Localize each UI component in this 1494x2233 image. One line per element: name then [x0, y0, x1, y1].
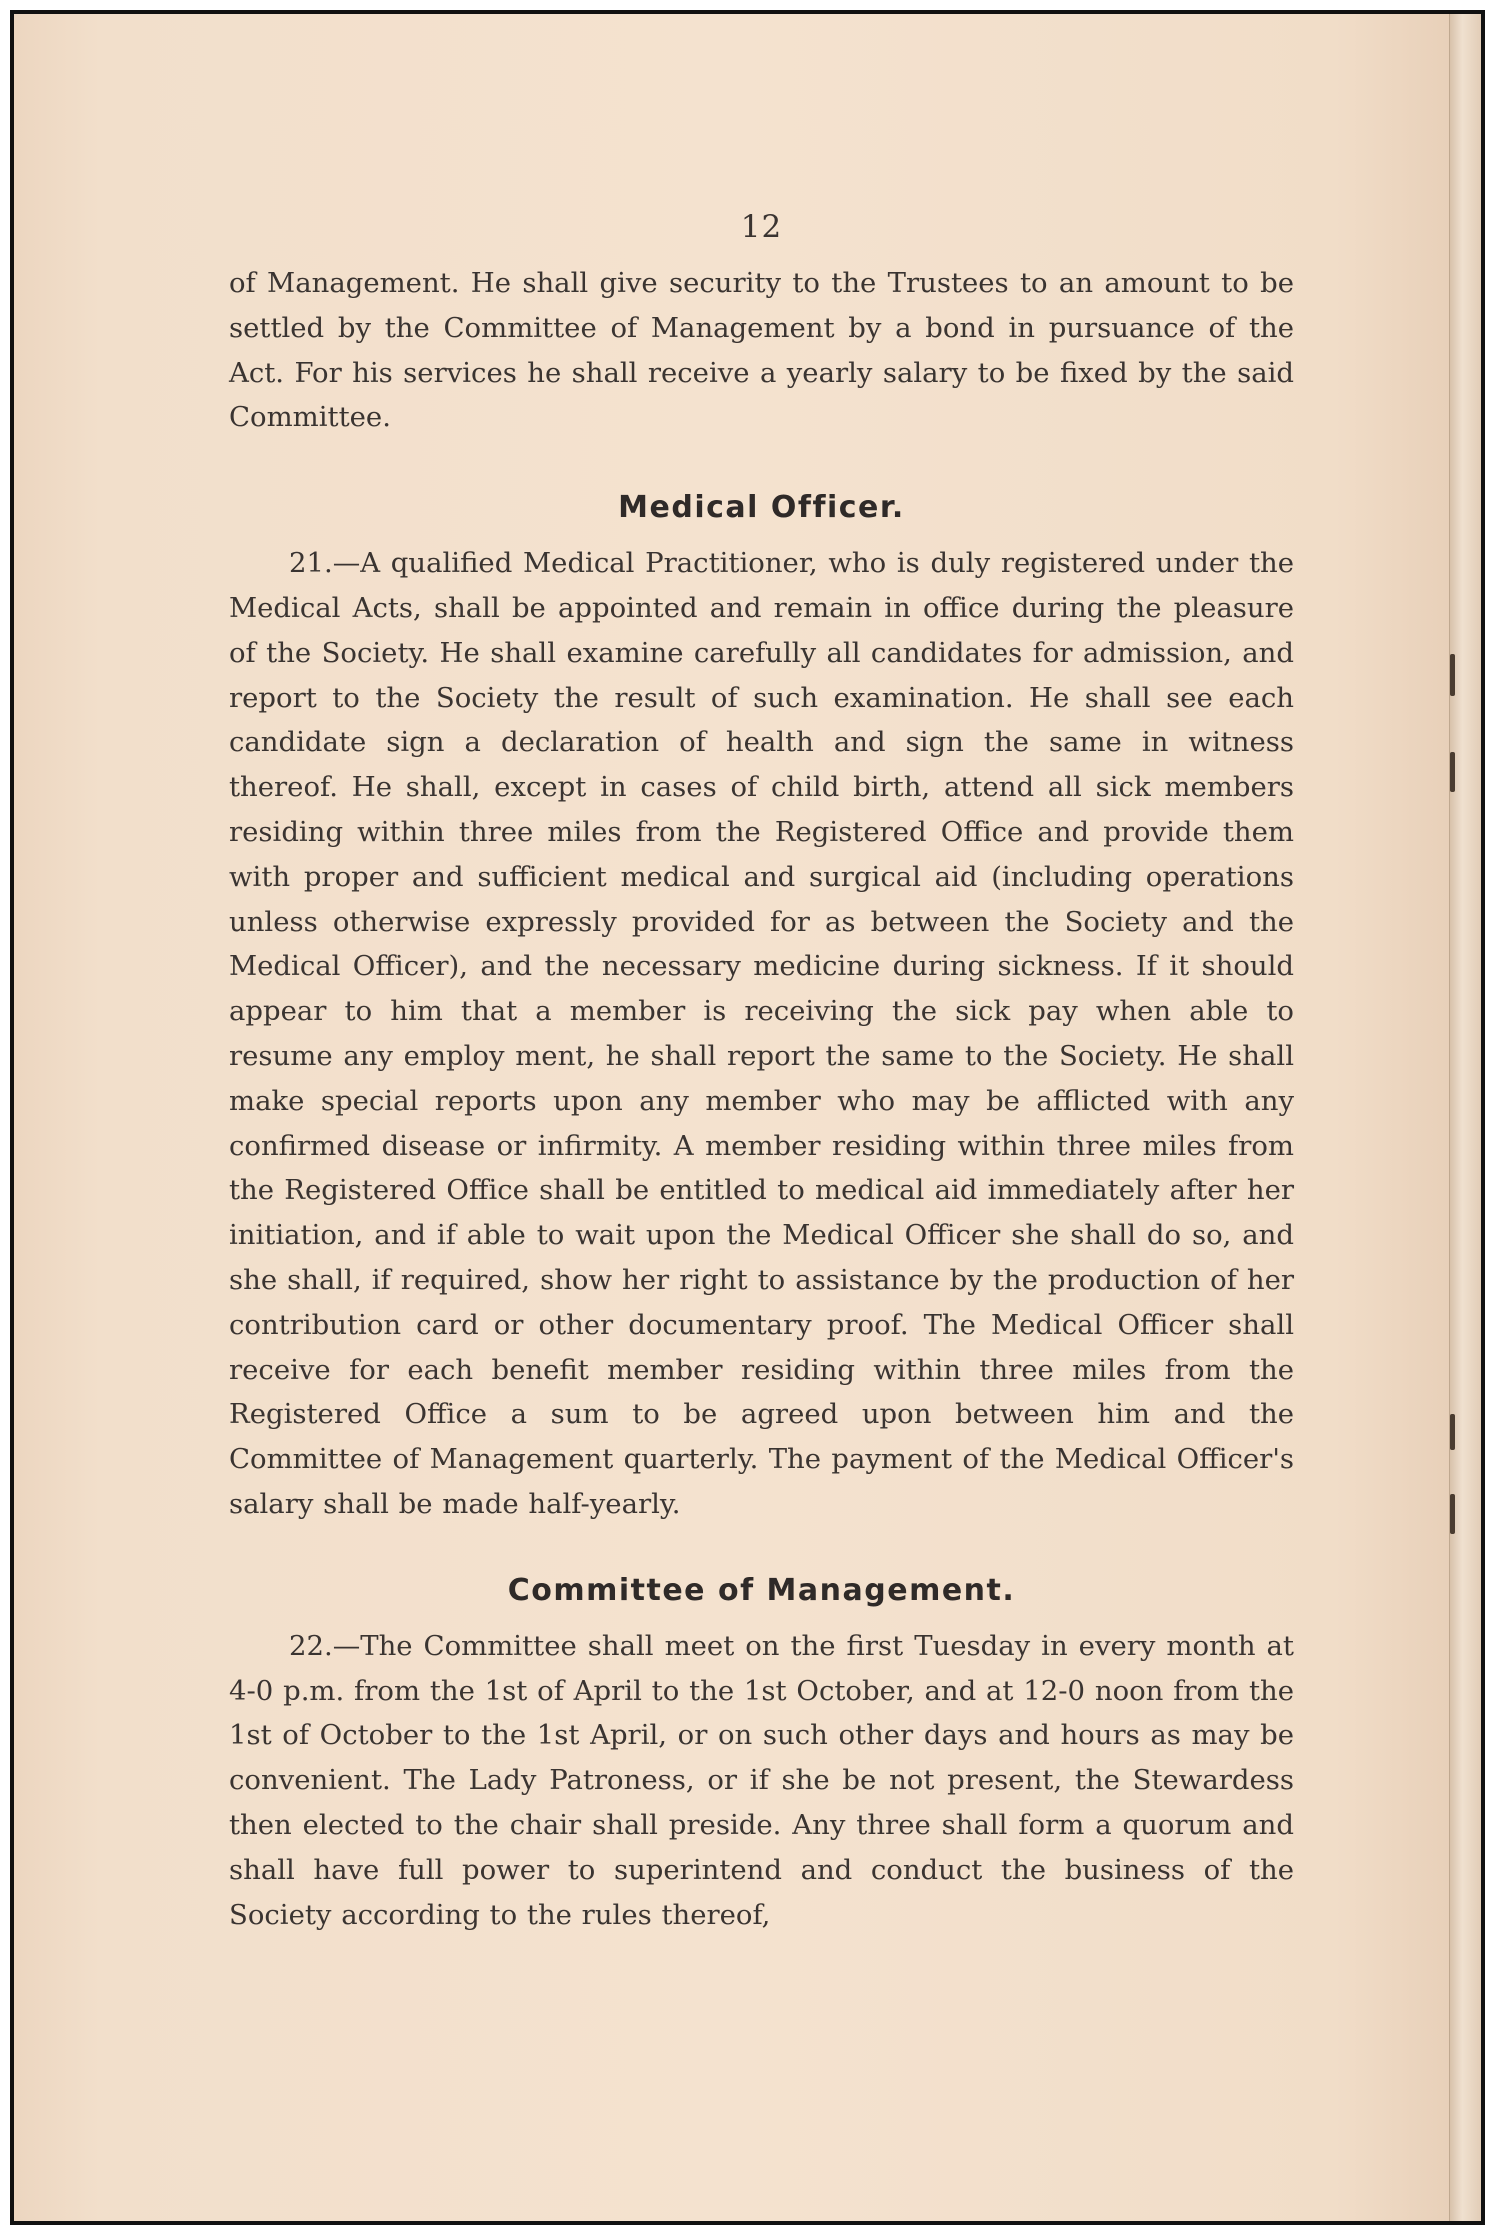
- page-content: [229, 209, 1294, 1937]
- section-heading-committee-of-management: Committee of Management.: [507, 1572, 1016, 1608]
- section-text-medical-officer: 21.—A qualified Medical Practitioner, who is duly registered under the Medical Acts, shall be appointed and remain in office during the pleasure of the Society. He shall examine carefully all candidates for admission, and report to the Society the result of such examination. He shall see each candidate sign a declaration of health and sign the same in witness thereof. He shall, except in cases of child birth, attend all sick members residing within three miles from the Registered Office and provide them with proper and sufficient medical and surgical aid (including operations unless otherwise expressly provided for as between the Society and the Medical Officer), and the necessary medicine during sickness. If it should appear to him that a member is receiving the sick pay when able to resume any employ ment, he shall report the same to the Society. He shall make special reports upon any member who may be afflicted with any confirmed disease or infirmity. A member residing within three miles from the Registered Office shall be entitled to medical aid immediately after her initiation, and if able to wait upon the Medical Officer she shall do so, and she shall, if required, show her right to assistance by the production of her contribution card or other documentary proof. The Medical Officer shall receive for each benefit member residing within three miles from the Registered Office a sum to be agreed upon between him and the Committee of Management quarterly. The payment of the Medical Officer's salary shall be made half-yearly.: [229, 547, 1294, 1520]
- booklet-spine: [1449, 14, 1481, 2221]
- binding-mark: [1450, 654, 1455, 696]
- page-frame: [10, 10, 1485, 2225]
- page-number: 12: [740, 209, 783, 245]
- opening-paragraph: of Management. He shall give security to the Trustees to an amount to be settled by the Committee of Management by a bond in pursuance of the Act. For his services he shall receive a yearly salary to be fixed by the said Committee.: [229, 267, 1294, 434]
- binding-mark: [1450, 1414, 1455, 1450]
- section-heading-medical-officer: Medical Officer.: [618, 490, 905, 526]
- binding-mark: [1450, 1494, 1455, 1534]
- section-text-committee-of-management: 22.—The Committee shall meet on the first Tuesday in every month at 4-0 p.m. from the 1st of April to the 1st October, and at 12-0 noon from the 1st of October to the 1st April, or on such other days and hours as may be convenient. The Lady Patroness, or if she be not present, the Stewardess then elected to the chair shall preside. Any three shall form a quorum and shall have full power to superintend and conduct the business of the Society according to the rules thereof,: [229, 1629, 1294, 1931]
- binding-mark: [1450, 752, 1455, 792]
